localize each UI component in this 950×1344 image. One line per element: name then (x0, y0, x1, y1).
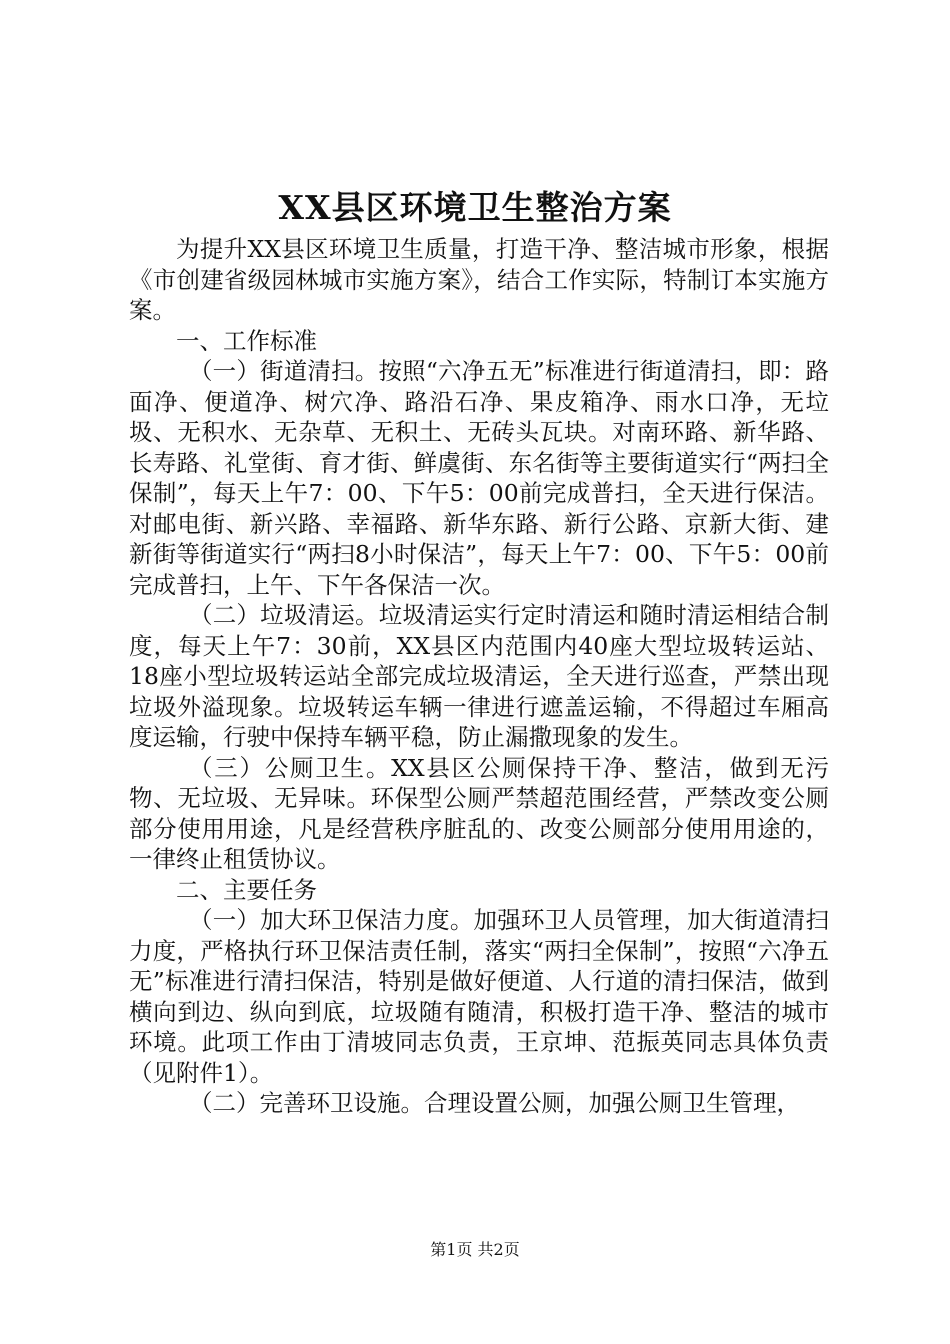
document-title: XX县区环境卫生整治方案 (278, 188, 672, 227)
page-number-footer: 第1页 共2页 (430, 1240, 520, 1259)
paragraph-public-toilets: （三）公厕卫生。XX县区公厕保持干净、整洁，做到无污物、无垃圾、无异味。环保型公厕严禁超范围经营，严禁改变公厕部分使用用途，凡是经营秩序脏乱的、改变公厕部分使用用途的，一律终止租赁协议。 (129, 753, 829, 873)
paragraph-cleaning-effort: （一）加大环卫保洁力度。加强环卫人员管理，加大街道清扫力度，严格执行环卫保洁责任制，落实“两扫全保制”，按照“六净五无”标准进行清扫保洁，特别是做好便道、人行道的清扫保洁，做到横向到边、纵向到底，垃圾随有随清，积极打造干净、整洁的城市环境。此项工作由丁清坡同志负责，王京坤、范振英同志具体负责（见附件1）。 (129, 906, 829, 1087)
paragraph-street-cleaning: （一）街道清扫。按照“六净五无”标准进行街道清扫，即：路面净、便道净、树穴净、路沿石净、果皮箱净、雨水口净，无垃圾、无积水、无杂草、无积土、无砖头瓦块。对南环路、新华路、长寿路、礼堂街、育才街、鲜虞街、东名街等主要街道实行“两扫全保制”，每天上午7：00、下午5：00前完成普扫，全天进行保洁。对邮电街、新兴路、幸福路、新华东路、新行公路、京新大街、建新街等街道实行“两扫8小时保洁”，每天上午7：00、下午5：00前完成普扫，上午、下午各保洁一次。 (129, 357, 829, 599)
document-body (129, 234, 829, 1119)
section-heading-work-standards: 一、工作标准 (176, 326, 317, 355)
intro-paragraph: 为提升XX县区环境卫生质量，打造干净、整洁城市形象，根据《市创建省级园林城市实施方案》，结合工作实际，特制订本实施方案。 (129, 235, 829, 324)
paragraph-garbage-removal: （二）垃圾清运。垃圾清运实行定时清运和随时清运相结合制度，每天上午7：30前，XX县区内范围内40座大型垃圾转运站、18座小型垃圾转运站全部完成垃圾清运，全天进行巡查，严禁出现垃圾外溢现象。垃圾转运车辆一律进行遮盖运输，不得超过车厢高度运输，行驶中保持车辆平稳，防止漏撒现象的发生。 (129, 601, 829, 751)
section-heading-main-tasks: 二、主要任务 (176, 875, 317, 904)
paragraph-sanitation-facilities: （二）完善环卫设施。合理设置公厕，加强公厕卫生管理， (189, 1089, 800, 1117)
